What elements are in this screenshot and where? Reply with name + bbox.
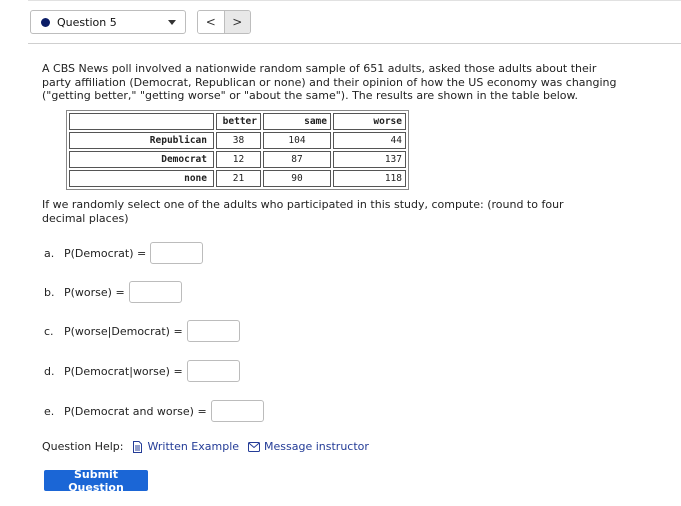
question-help bbox=[42, 440, 369, 453]
submit-question-button[interactable]: Submit Question bbox=[44, 470, 148, 491]
part-d bbox=[44, 360, 240, 382]
row-header: Democrat bbox=[69, 151, 214, 168]
table-cell: 12 bbox=[216, 151, 261, 168]
table-cell: 38 bbox=[216, 132, 261, 149]
problem-intro: A CBS News poll involved a nationwide random sample of 651 adults, asked those adults about their party affiliation (Democrat, Republican or none) and their opinion of how the US economy was changing ("getting better," "getting worse" or "about the same"). The results are shown in the table below. bbox=[42, 62, 617, 102]
table-cell: 87 bbox=[263, 151, 331, 168]
previous-question-button[interactable]: < bbox=[198, 11, 225, 33]
table-header-row bbox=[69, 113, 406, 130]
table-row bbox=[69, 151, 406, 168]
data-table bbox=[66, 110, 409, 190]
question-select-label: Question 5 bbox=[57, 15, 117, 29]
written-example-link[interactable] bbox=[132, 440, 239, 453]
table-row bbox=[69, 170, 406, 187]
table-corner-cell bbox=[69, 113, 214, 130]
part-a bbox=[44, 242, 203, 264]
part-label: P(worse) = bbox=[64, 285, 125, 299]
part-letter: a. bbox=[44, 246, 55, 260]
table-cell: 90 bbox=[263, 170, 331, 187]
answer-input-c[interactable] bbox=[187, 320, 240, 342]
answer-input-d[interactable] bbox=[187, 360, 240, 382]
answer-input-e[interactable] bbox=[211, 400, 264, 422]
table-cell: 44 bbox=[333, 132, 406, 149]
message-instructor-link[interactable] bbox=[248, 440, 369, 453]
envelope-icon bbox=[248, 442, 260, 452]
column-header: better bbox=[216, 113, 261, 130]
part-label: P(Democrat) = bbox=[64, 246, 147, 260]
part-letter: b. bbox=[44, 285, 55, 299]
table-cell: 104 bbox=[263, 132, 331, 149]
row-header: Republican bbox=[69, 132, 214, 149]
column-header: same bbox=[263, 113, 331, 130]
answer-input-b[interactable] bbox=[129, 281, 182, 303]
table-cell: 137 bbox=[333, 151, 406, 168]
part-letter: c. bbox=[44, 324, 54, 338]
part-letter: e. bbox=[44, 404, 55, 418]
message-instructor-label: Message instructor bbox=[264, 440, 369, 453]
document-icon bbox=[132, 441, 143, 453]
column-header: worse bbox=[333, 113, 406, 130]
next-question-button[interactable]: > bbox=[225, 11, 251, 33]
table-cell: 118 bbox=[333, 170, 406, 187]
part-c bbox=[44, 320, 240, 342]
question-status-dot bbox=[41, 18, 50, 27]
table-cell: 21 bbox=[216, 170, 261, 187]
header-divider bbox=[28, 43, 681, 44]
table-row bbox=[69, 132, 406, 149]
part-e bbox=[44, 400, 264, 422]
answer-input-a[interactable] bbox=[150, 242, 203, 264]
caret-down-icon bbox=[168, 20, 176, 25]
top-divider bbox=[28, 0, 681, 1]
question-nav bbox=[197, 10, 251, 34]
written-example-label: Written Example bbox=[147, 440, 240, 453]
question-select[interactable] bbox=[30, 10, 186, 34]
part-label: P(Democrat and worse) = bbox=[64, 404, 207, 418]
question-help-label: Question Help: bbox=[42, 440, 124, 453]
part-label: P(Democrat|worse) = bbox=[64, 364, 183, 378]
row-header: none bbox=[69, 170, 214, 187]
part-letter: d. bbox=[44, 364, 55, 378]
part-b bbox=[44, 281, 182, 303]
problem-instruction: If we randomly select one of the adults who participated in this study, compute: (round to four decimal places) bbox=[42, 198, 564, 225]
part-label: P(worse|Democrat) = bbox=[64, 324, 183, 338]
